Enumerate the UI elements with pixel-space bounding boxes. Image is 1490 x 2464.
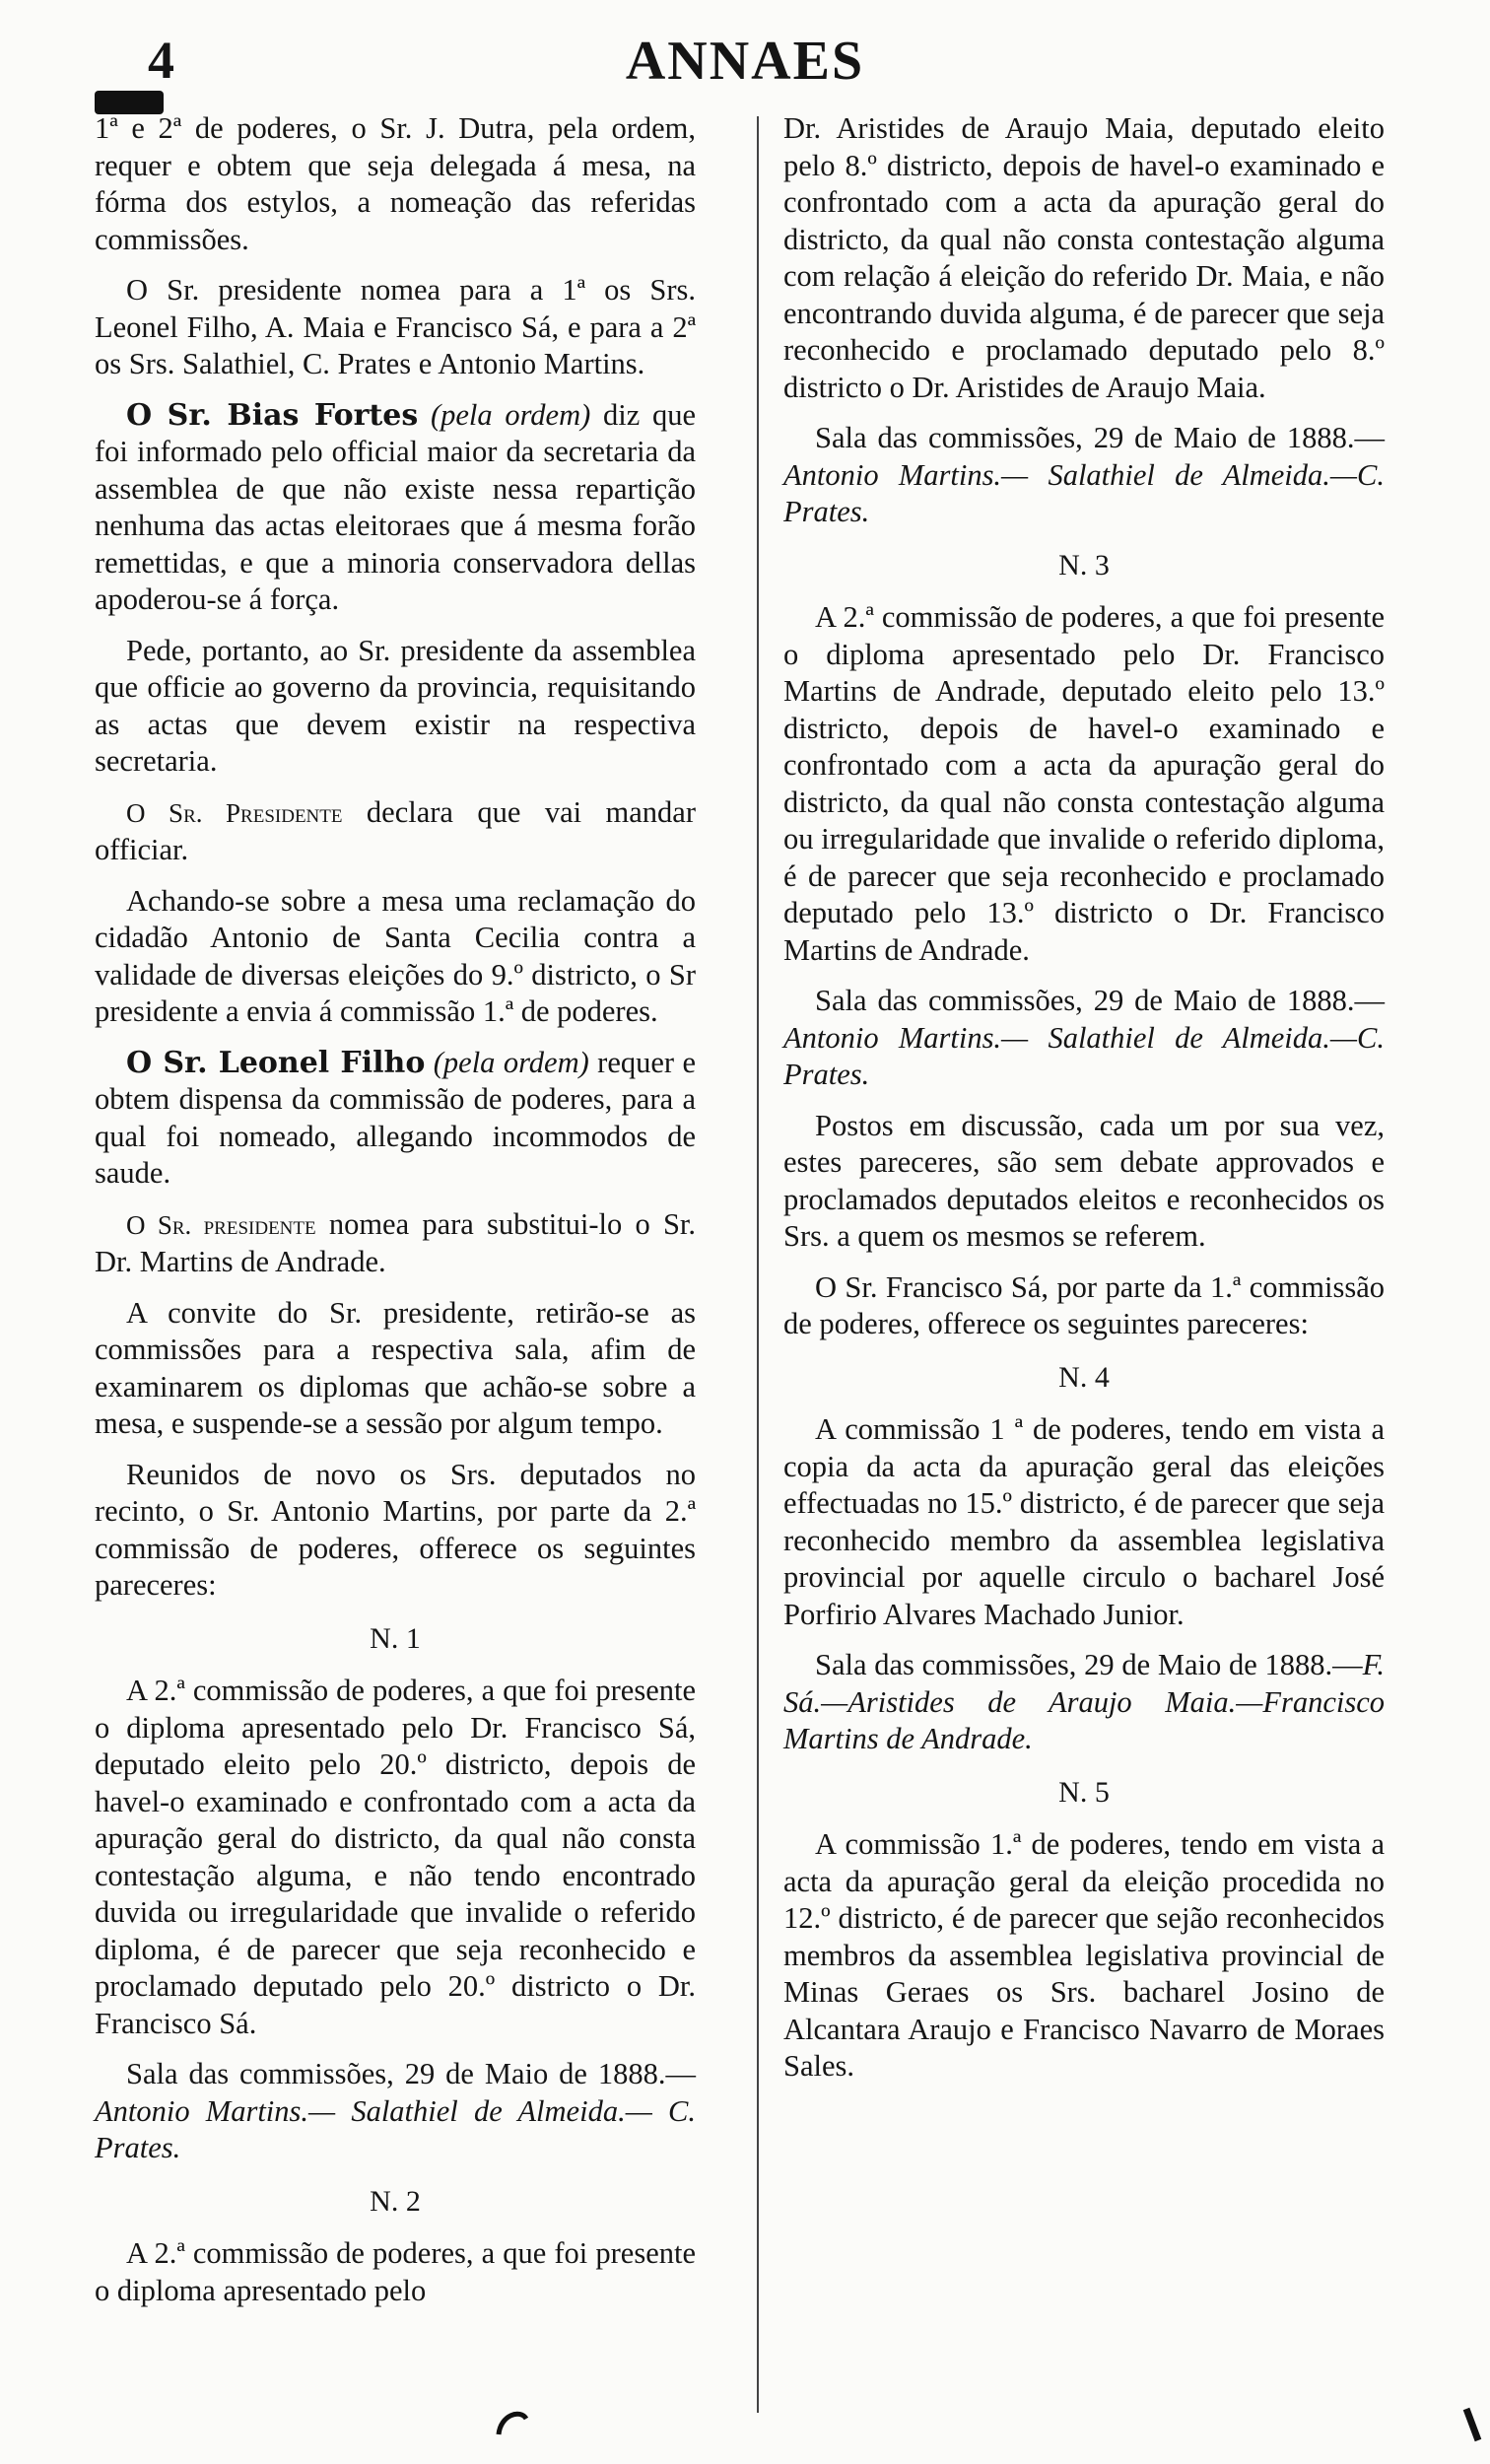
paragraph <box>95 1206 696 1281</box>
paragraph: A 2.ª commissão de poderes, a que foi presente o diploma apresentado pelo Dr. Francisco Sá, deputado eleito pelo 20.º districto, depois de havel-o examinado e confrontado com a acta da apuração geral do districto, da qual não consta contestação alguma, e não tendo encontrado duvida ou irregularidade que invalide o referido diploma, é de parecer que seja reconhecido e proclamado deputado pelo 20.º districto o Dr. Francisco Sá. <box>95 1674 696 2040</box>
signature-date: Sala das commissões, 29 de Maio de 1888.— <box>815 421 1385 454</box>
signature-line <box>783 1647 1385 1758</box>
paragraph: A commissão 1.ª de poderes, tendo em vista a acta da apuração geral da eleição procedida no 12.º districto, é de parecer que sejão reconhecidos membros da assemblea legislativa provincial de Minas Geraes os Srs. bacharel Josino de Alcantara Araujo e Francisco Navarro de Moraes Sales. <box>783 1827 1385 2083</box>
aside: (pela ordem) <box>433 1045 589 1079</box>
paragraph: Reunidos de novo os Srs. deputados no recinto, o Sr. Antonio Martins, por parte da 2.ª commissão de poderes, offerece os seguintes pareceres: <box>95 1457 696 1602</box>
section-number: N. 4 <box>1058 1360 1110 1394</box>
paragraph: A 2.ª commissão de poderes, a que foi presente o diploma apresentado pelo <box>95 2236 696 2307</box>
aside: (pela ordem) <box>430 397 591 432</box>
section-number: N. 5 <box>1058 1775 1110 1809</box>
stray-ink-mark <box>493 2405 532 2438</box>
paragraph: 1ª e 2ª de poderes, o Sr. J. Dutra, pela ordem, requer e obtem que seja delegada á mesa, na fórma dos estylos, a nomeação das referidas commissões. <box>95 111 696 256</box>
paragraph <box>95 794 696 869</box>
right-column <box>783 110 1385 2099</box>
speech-text: nomea para substitui-lo o Sr. Dr. Martins de Andrade. <box>95 1206 697 1278</box>
paragraph: A 2.ª commissão de poderes, a que foi presente o diploma apresentado pelo Dr. Francisco Martins de Andrade, deputado eleito pelo 13.º districto, depois de havel-o examinado e confrontado com a acta da apuração geral do districto, da qual não consta contestação alguma ou irregularidade que invalide o referido diploma, é de parecer que seja reconhecido e proclamado deputado pelo 13.º districto o Dr. Francisco Martins de Andrade. <box>783 600 1385 967</box>
signature-line <box>783 983 1385 1094</box>
signature-line <box>783 420 1385 531</box>
paragraph: Dr. Aristides de Araujo Maia, deputado eleito pelo 8.º districto, depois de havel-o examinado e confrontado com a acta da apuração geral do districto, da qual não consta contestação alguma com relação á eleição do referido Dr. Maia, e não encontrando duvida alguma, é de parecer que seja reconhecido e proclamado deputado pelo 8.º districto o Dr. Aristides de Araujo Maia. <box>783 111 1385 404</box>
paragraph: Postos em discussão, cada um por sua vez, estes pareceres, são sem debate approvados e proclamados deputados eleitos e reconhecidos os Srs. a quem os mesmos se referem. <box>783 1108 1385 1253</box>
section-number: N. 2 <box>370 2184 421 2218</box>
signatories: Antonio Martins.— Salathiel de Almeida.— C. Prates. <box>95 2093 696 2164</box>
signatories: Antonio Martins.— Salathiel de Almeida.—C. Prates. <box>783 1020 1385 1091</box>
column-divider <box>757 116 759 2413</box>
speech-text: declara que vai mandar officiar. <box>95 794 696 866</box>
stray-ink-mark <box>1462 2405 1482 2444</box>
paragraph <box>95 397 696 619</box>
signature-date: Sala das commissões, 29 de Maio de 1888.— <box>815 1648 1363 1681</box>
paragraph: A convite do Sr. presidente, retirão-se as commissões para a respectiva sala, afim de examinarem os diplomas que achão-se sobre a mesa, e suspende-se a sessão por algum tempo. <box>95 1295 696 1440</box>
paragraph <box>95 1045 696 1193</box>
paragraph: Achando-se sobre a mesa uma reclamação do cidadão Antonio de Santa Cecilia contra a validade de diversas eleições do 9.º districto, o Sr presidente a envia á commissão 1.ª de poderes. <box>95 883 696 1028</box>
section-number: N. 1 <box>370 1621 421 1655</box>
signature-date: Sala das commissões, 29 de Maio de 1888.— <box>126 2057 696 2090</box>
page-number: 4 <box>148 31 174 90</box>
paragraph: Pede, portanto, ao Sr. presidente da assemblea que officie ao governo da provincia, requisitando as actas que devem existir na respectiva secretaria. <box>95 633 696 778</box>
signature-line <box>95 2056 696 2167</box>
signatories: F. Sá.—Aristides de Araujo Maia.—Francisco Martins de Andrade. <box>783 1648 1385 1755</box>
speaker-name: O Sr. presidente <box>126 1209 316 1240</box>
section-number: N. 3 <box>1058 548 1110 582</box>
speaker-name: O Sr. Presidente <box>126 797 343 828</box>
speech-text: diz que foi informado pelo official maior da secretaria da assemblea de que não existe nessa repartição nenhuma das actas eleitoraes que á mesma forão remettidas, e que a minoria conservadora dellas apoderou-se á força. <box>95 397 696 616</box>
paragraph: O Sr. presidente nomea para a 1ª os Srs. Leonel Filho, A. Maia e Francisco Sá, e para a 2ª os Srs. Salathiel, C. Prates e Antonio Martins. <box>95 273 696 380</box>
speaker-name: O Sr. Bias Fortes <box>126 397 419 433</box>
signatories: Antonio Martins.— Salathiel de Almeida.—C. Prates. <box>783 457 1385 528</box>
page-header <box>0 30 1490 99</box>
speech-text: requer e obtem dispensa da commissão de poderes, para a qual foi nomeado, allegando incommodos de saude. <box>95 1045 696 1190</box>
paragraph: O Sr. Francisco Sá, por parte da 1.ª commissão de poderes, offerece os seguintes pareceres: <box>783 1269 1385 1340</box>
left-column <box>95 110 696 2323</box>
page-title: ANNAES <box>625 31 865 92</box>
speaker-name: O Sr. Leonel Filho <box>126 1045 426 1080</box>
signature-date: Sala das commissões, 29 de Maio de 1888.— <box>815 984 1385 1017</box>
paragraph: A commissão 1 ª de poderes, tendo em vista a copia da acta da apuração geral das eleições effectuadas no 15.º districto, é de parecer que seja reconhecido membro da assemblea legislativa provincial por aquelle circulo o bacharel José Porfirio Alvares Machado Junior. <box>783 1412 1385 1631</box>
